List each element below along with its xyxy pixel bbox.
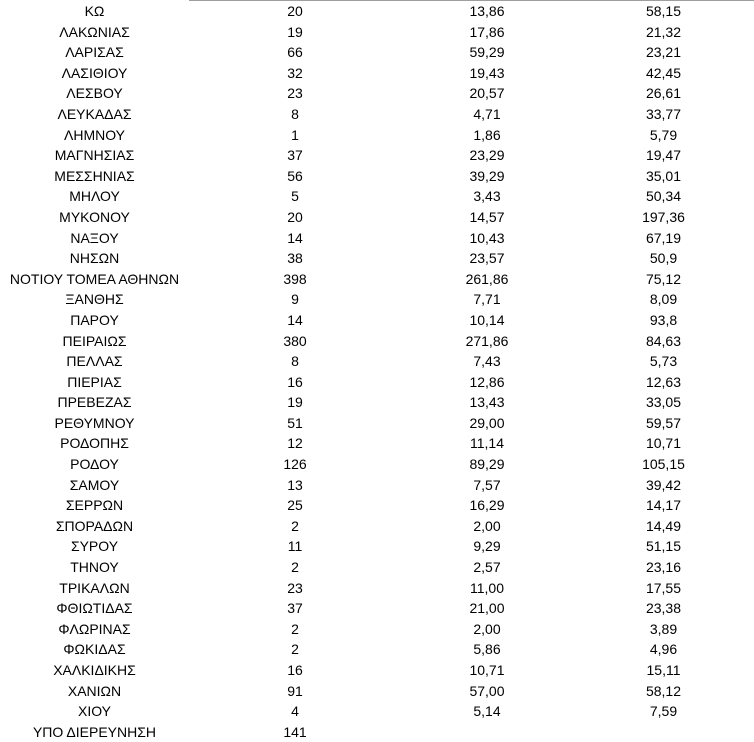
- rate-cell: 50,34: [645, 188, 682, 205]
- table-row: [0, 536, 754, 557]
- table-row: [0, 166, 754, 187]
- cases-cell: 4: [291, 703, 299, 720]
- region-name-cell: ΠΕΙΡΑΙΩΣ: [62, 332, 127, 349]
- average-cell: 1,86: [473, 126, 501, 143]
- cases-cell: 9: [291, 291, 299, 308]
- cases-cell: 19: [287, 394, 303, 411]
- table-row: [0, 701, 754, 722]
- region-name-cell: ΣΑΜΟΥ: [69, 476, 120, 493]
- table-row: [0, 722, 754, 742]
- cases-cell: 37: [287, 147, 303, 164]
- region-name-cell: ΡΕΘΥΜΝΟΥ: [54, 414, 135, 431]
- rate-cell: 8,09: [649, 291, 678, 308]
- rate-cell: 17,55: [645, 579, 682, 596]
- region-name-cell: ΛΑΡΙΣΑΣ: [65, 44, 124, 61]
- rate-cell: 10,71: [645, 435, 682, 452]
- average-cell: 29,00: [469, 414, 505, 431]
- average-cell: 7,71: [473, 291, 501, 308]
- average-cell: 20,57: [469, 85, 505, 102]
- average-cell: 5,14: [473, 703, 501, 720]
- table-row: [0, 310, 754, 331]
- region-name-cell: ΧΑΛΚΙΔΙΚΗΣ: [53, 662, 136, 678]
- rate-cell: 35,01: [645, 167, 682, 184]
- average-cell: 13,86: [469, 3, 505, 19]
- region-name-cell: ΛΕΥΚΑΔΑΣ: [57, 105, 132, 122]
- region-name-cell: ΦΘΙΩΤΙΔΑΣ: [56, 600, 133, 617]
- data-table: [0, 1, 754, 742]
- average-cell: 271,86: [465, 332, 509, 349]
- cases-cell: 14: [287, 311, 303, 328]
- table-row: [0, 207, 754, 228]
- cases-cell: 380: [283, 332, 307, 349]
- region-name-cell: ΤΡΙΚΑΛΩΝ: [59, 579, 130, 596]
- average-cell: 89,29: [469, 456, 505, 473]
- region-name-cell: ΞΑΝΘΗΣ: [65, 291, 124, 308]
- average-cell: 10,71: [469, 662, 505, 678]
- average-cell: 59,29: [469, 44, 505, 61]
- table-row: [0, 125, 754, 146]
- table-row: [0, 433, 754, 454]
- average-cell: 16,29: [469, 497, 505, 514]
- average-cell: 10,14: [469, 311, 505, 328]
- rate-cell: 14,49: [645, 517, 682, 534]
- cases-cell: 2: [291, 620, 299, 637]
- region-name-cell: ΤΗΝΟΥ: [70, 559, 119, 576]
- region-name-cell: ΡΟΔΟΠΗΣ: [60, 435, 129, 452]
- rate-cell: 3,89: [649, 620, 678, 637]
- table-row: [0, 475, 754, 496]
- table-row: [0, 413, 754, 434]
- cases-cell: 20: [287, 208, 303, 225]
- cases-cell: 37: [287, 600, 303, 617]
- cases-cell: 56: [287, 167, 303, 184]
- table-row: [0, 248, 754, 269]
- cases-cell: 19: [287, 23, 303, 40]
- average-cell: 2,00: [473, 620, 501, 637]
- region-name-cell: ΛΑΚΩΝΙΑΣ: [59, 23, 130, 40]
- table-row: [0, 145, 754, 166]
- region-name-cell: ΠΡΕΒΕΖΑΣ: [57, 394, 132, 411]
- cases-cell: 23: [287, 579, 303, 596]
- average-cell: 9,29: [473, 538, 501, 555]
- region-name-cell: ΦΛΩΡΙΝΑΣ: [58, 620, 131, 637]
- region-name-cell: ΣΕΡΡΩΝ: [65, 497, 124, 514]
- region-name-cell: ΝΑΞΟΥ: [70, 229, 119, 246]
- average-cell: 7,43: [473, 353, 501, 370]
- table-row: [0, 186, 754, 207]
- rate-cell: 26,61: [645, 85, 682, 102]
- region-name-cell: ΦΩΚΙΔΑΣ: [63, 641, 126, 658]
- cases-cell: 32: [287, 64, 303, 81]
- average-cell: 10,43: [469, 229, 505, 246]
- table-row: [0, 1, 754, 22]
- region-name-cell: ΡΟΔΟΥ: [70, 456, 119, 473]
- cases-cell: 2: [291, 559, 299, 576]
- cases-cell: 11: [287, 538, 303, 555]
- region-name-cell: ΝΟΤΙΟΥ ΤΟΜΕΑ ΑΘΗΝΩΝ: [9, 270, 180, 287]
- table-row: [0, 495, 754, 516]
- region-name-cell: ΥΠΟ ΔΙΕΡΕΥΝΗΣΗ: [32, 723, 157, 740]
- table-row: [0, 104, 754, 125]
- rate-cell: 42,45: [645, 64, 682, 81]
- rate-cell: 84,63: [645, 332, 682, 349]
- rate-cell: 21,32: [645, 23, 682, 40]
- rate-cell: 7,59: [649, 703, 678, 720]
- rate-cell: 105,15: [642, 456, 685, 473]
- table-row: [0, 639, 754, 660]
- average-cell: 21,00: [469, 600, 505, 617]
- cases-cell: 141: [283, 723, 307, 740]
- average-cell: 11,00: [470, 579, 504, 596]
- cases-cell: 51: [287, 414, 303, 431]
- average-cell: 23,57: [469, 250, 505, 267]
- table-row: [0, 331, 754, 352]
- region-name-cell: ΛΕΣΒΟΥ: [66, 85, 123, 102]
- cases-cell: 25: [287, 497, 303, 514]
- table-row: [0, 598, 754, 619]
- table-row: [0, 269, 754, 290]
- table-row: [0, 22, 754, 43]
- average-cell: 5,86: [473, 641, 501, 658]
- cases-cell: 126: [283, 456, 307, 473]
- rate-cell: 58,15: [645, 3, 682, 19]
- table-row: [0, 63, 754, 84]
- rate-cell: 23,38: [645, 600, 682, 617]
- average-cell: 14,57: [469, 208, 505, 225]
- rate-cell: 19,47: [645, 147, 682, 164]
- table-row: [0, 619, 754, 640]
- cases-cell: 16: [287, 662, 303, 678]
- cases-cell: 20: [287, 3, 303, 19]
- cases-cell: 5: [291, 188, 299, 205]
- region-name-cell: ΚΩ: [84, 3, 105, 19]
- cases-cell: 38: [287, 250, 303, 267]
- cases-cell: 14: [287, 229, 303, 246]
- cases-cell: 16: [287, 373, 303, 390]
- region-name-cell: ΧΙΟΥ: [77, 703, 111, 720]
- table-row: [0, 681, 754, 702]
- rate-cell: 14,17: [645, 497, 682, 514]
- rate-cell: 75,12: [645, 270, 682, 287]
- cases-cell: 8: [291, 105, 299, 122]
- average-cell: 39,29: [469, 167, 505, 184]
- average-cell: 19,43: [469, 64, 505, 81]
- table-row: [0, 83, 754, 104]
- table-row: [0, 454, 754, 475]
- cases-cell: 8: [291, 353, 299, 370]
- rate-cell: 58,12: [645, 682, 682, 699]
- average-cell: 2,00: [473, 517, 501, 534]
- cases-cell: 13: [287, 476, 303, 493]
- rate-cell: 33,77: [645, 105, 682, 122]
- table-row: [0, 557, 754, 578]
- table-row: [0, 351, 754, 372]
- region-name-cell: ΜΕΣΣΗΝΙΑΣ: [54, 167, 135, 184]
- region-name-cell: ΣΥΡΟΥ: [70, 538, 119, 555]
- average-cell: 2,57: [473, 559, 501, 576]
- table-row: [0, 392, 754, 413]
- average-cell: 7,57: [473, 476, 501, 493]
- cases-cell: 23: [287, 85, 303, 102]
- region-name-cell: ΣΠΟΡΑΔΩΝ: [55, 517, 134, 534]
- average-cell: 12,86: [469, 373, 505, 390]
- cases-cell: 398: [283, 270, 307, 287]
- rate-cell: 197,36: [642, 208, 685, 225]
- table-row: [0, 516, 754, 537]
- region-name-cell: ΠΕΛΛΑΣ: [66, 353, 123, 370]
- average-cell: 261,86: [465, 270, 509, 287]
- table-row: [0, 660, 754, 681]
- cases-cell: 2: [291, 641, 299, 658]
- cases-cell: 66: [287, 44, 303, 61]
- rate-cell: 23,21: [645, 44, 682, 61]
- rate-cell: 5,73: [649, 353, 678, 370]
- region-name-cell: ΛΗΜΝΟΥ: [63, 126, 125, 143]
- table-row: [0, 42, 754, 63]
- cases-cell: 2: [291, 517, 299, 534]
- cases-cell: 12: [287, 435, 303, 452]
- cases-cell: 91: [287, 682, 303, 699]
- rate-cell: 4,96: [649, 641, 678, 658]
- table-row: [0, 228, 754, 249]
- rate-cell: 33,05: [645, 394, 682, 411]
- region-name-cell: ΠΑΡΟΥ: [70, 311, 119, 328]
- average-cell: 4,71: [473, 105, 501, 122]
- region-name-cell: ΧΑΝΙΩΝ: [67, 682, 122, 699]
- table-row: [0, 372, 754, 393]
- rate-cell: 12,63: [645, 373, 682, 390]
- region-name-cell: ΜΑΓΝΗΣΙΑΣ: [54, 147, 135, 164]
- average-cell: 23,29: [469, 147, 505, 164]
- average-cell: 3,43: [473, 188, 501, 205]
- rate-cell: 39,42: [645, 476, 682, 493]
- region-name-cell: ΜΥΚΟΝΟΥ: [59, 208, 130, 225]
- cases-cell: 1: [291, 126, 299, 143]
- rate-cell: 5,79: [649, 126, 678, 143]
- rate-cell: 23,16: [645, 559, 682, 576]
- rate-cell: 67,19: [645, 229, 682, 246]
- rate-cell: 15,11: [646, 662, 681, 678]
- region-name-cell: ΝΗΣΩΝ: [69, 250, 120, 267]
- rate-cell: 51,15: [645, 538, 682, 555]
- table-row: [0, 578, 754, 599]
- region-name-cell: ΛΑΣΙΘΙΟΥ: [61, 64, 128, 81]
- rate-cell: 59,57: [645, 414, 682, 431]
- average-cell: 17,86: [469, 23, 505, 40]
- average-cell: 11,14: [470, 435, 504, 452]
- region-name-cell: ΠΙΕΡΙΑΣ: [67, 373, 122, 390]
- rate-cell: 93,8: [649, 311, 678, 328]
- region-name-cell: ΜΗΛΟΥ: [69, 188, 120, 205]
- table-row: [0, 289, 754, 310]
- average-cell: 13,43: [469, 394, 505, 411]
- rate-cell: 50,9: [649, 250, 678, 267]
- average-cell: 57,00: [469, 682, 505, 699]
